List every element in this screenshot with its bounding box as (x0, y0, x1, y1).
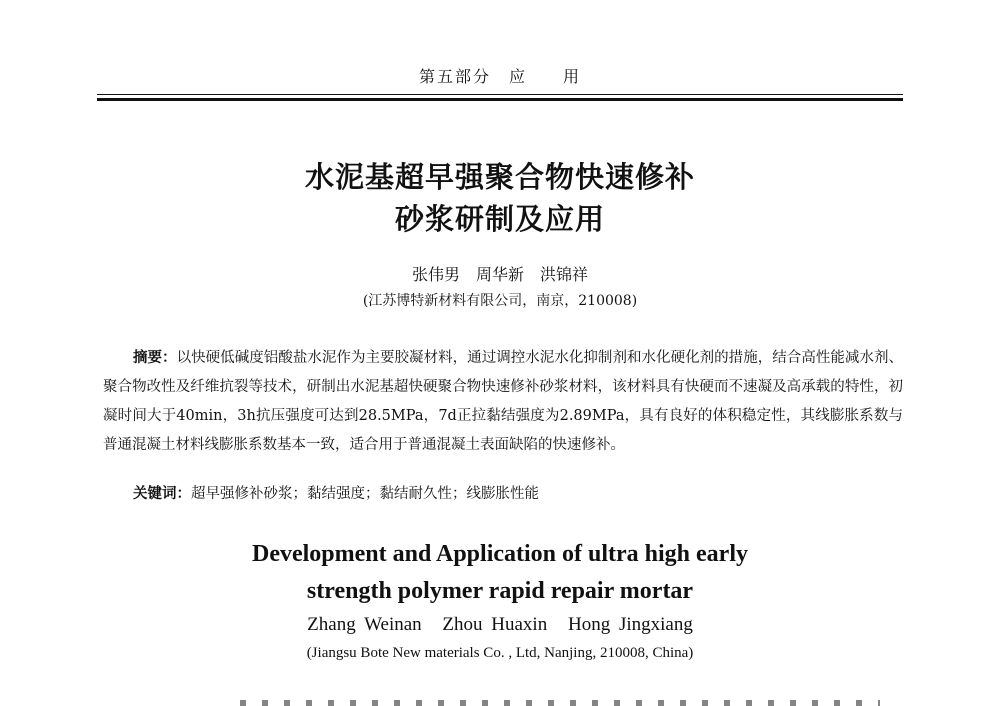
english-title-line-2: strength polymer rapid repair mortar (306, 578, 694, 604)
chinese-title-line-1: 水泥基超早强聚合物快速修补 (304, 160, 695, 194)
english-author-2: Zhou Huaxin (442, 614, 548, 635)
chinese-affiliation: (江苏博特新材料有限公司，南京，210008) (362, 293, 638, 309)
chinese-title-line-2: 砂浆研制及应用 (394, 202, 605, 236)
english-affiliation: (Jiangsu Bote New materials Co. , Ltd, Nanjing, 210008, China) (306, 645, 694, 661)
header-rule-thick (97, 98, 903, 101)
english-author-1: Zhang Weinan (307, 614, 422, 635)
keywords-text: 超早强修补砂浆；黏结强度；黏结耐久性；线膨胀性能 (191, 486, 539, 502)
abstract-label: 摘要： (133, 350, 177, 366)
cut-off-text-line (240, 700, 880, 706)
english-title-line-1: Development and Application of ultra high early (251, 541, 749, 567)
english-author-3: Hong Jingxiang (567, 614, 693, 635)
header-rule-thin (97, 94, 903, 95)
chinese-authors: 张伟男 周华新 洪锦祥 (411, 265, 588, 284)
abstract-text: 以快硬低碱度铝酸盐水泥作为主要胶凝材料，通过调控水泥水化抑制剂和水化硬化剂的措施，结合高性能减水剂、聚合物改性及纤维抗裂等技术，研制出水泥基超快硬聚合物快速修补砂浆材料，该材料具有快硬而不速凝及高承载的特性，初凝时间大于40min，3h抗压强度可达到28.5MPa，7d正拉黏结强度为2.89MPa，具有良好的体积稳定性，其线膨胀系数与普通混凝土材料线膨胀系数基本一致，适合用于普通混凝土表面缺陷的快速修补。 (103, 350, 904, 453)
keywords-label: 关键词： (133, 486, 191, 502)
chinese-abstract (103, 344, 903, 460)
chinese-keywords (133, 482, 903, 503)
english-authors (0, 614, 1000, 636)
running-header: 第五部分 应 用 (418, 67, 581, 86)
